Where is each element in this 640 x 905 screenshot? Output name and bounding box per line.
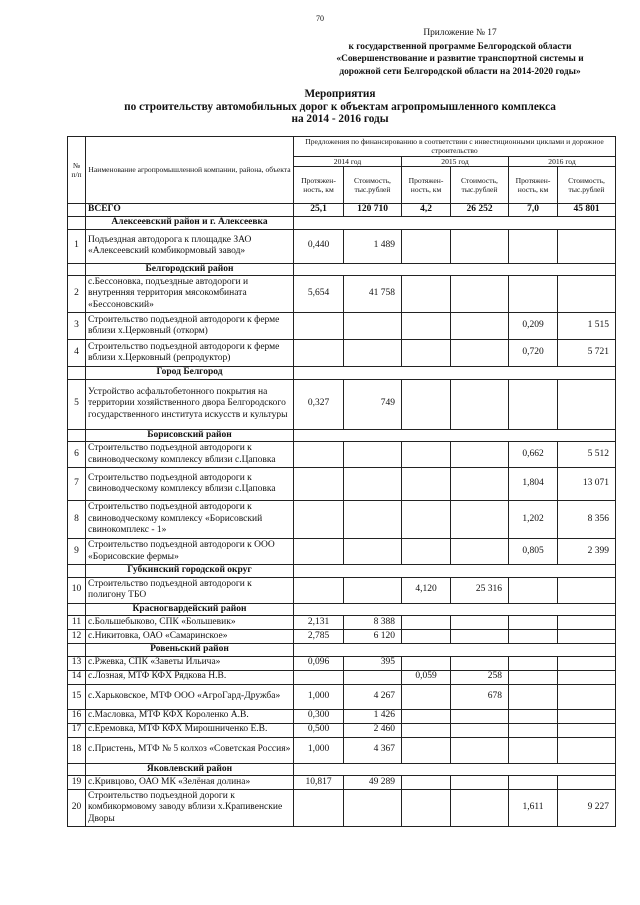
row-number: 11 (68, 616, 86, 630)
length-2016 (509, 737, 558, 763)
district-name: Борисовский район (86, 429, 294, 442)
header-cost-2014: Стоимость, тыс.рублей (344, 167, 402, 204)
appendix-line-2: к государственной программе Белгородской области (348, 41, 572, 52)
header-year-2016: 2016 год (509, 156, 616, 166)
cost-2016 (558, 229, 616, 263)
length-2014: 0,500 (294, 723, 344, 737)
cost-2015 (451, 468, 509, 501)
project-row (68, 670, 616, 684)
header-num: № п/п (68, 137, 86, 204)
project-name: с.Ржевка, СПК «Заветы Ильича» (86, 656, 294, 670)
header-length-2014: Протяжен-ность, км (294, 167, 344, 204)
district-row (68, 603, 616, 616)
title-line-3: на 2014 - 2016 годы (291, 113, 389, 126)
length-2016 (509, 577, 558, 603)
total-length-2014: 25,1 (294, 204, 344, 217)
length-2015 (402, 468, 451, 501)
row-number: 9 (68, 539, 86, 565)
cost-2015 (451, 229, 509, 263)
length-2014 (294, 539, 344, 565)
project-row (68, 313, 616, 340)
length-2014: 0,440 (294, 229, 344, 263)
project-row (68, 684, 616, 709)
district-empty-cell (68, 565, 86, 578)
length-2014 (294, 501, 344, 539)
cost-2014: 1 489 (344, 229, 402, 263)
district-name: Ровеньский район (86, 644, 294, 657)
length-2014: 1,000 (294, 684, 344, 709)
length-2016: 0,662 (509, 442, 558, 468)
district-empty-cell (68, 217, 86, 230)
header-financing-group: Предложения по финансированию в соответствии с инвестиционными циклами и дорожное строительство (294, 137, 616, 157)
length-2015 (402, 501, 451, 539)
district-empty-cell (68, 429, 86, 442)
header-year-2014: 2014 год (294, 156, 402, 166)
cost-2014 (344, 468, 402, 501)
length-2016 (509, 616, 558, 630)
row-number: 12 (68, 630, 86, 644)
cost-2015 (451, 442, 509, 468)
cost-2016 (558, 737, 616, 763)
cost-2015 (451, 630, 509, 644)
project-row (68, 630, 616, 644)
district-empty-cell (294, 603, 616, 616)
length-2016 (509, 709, 558, 723)
total-cost-2015: 26 252 (451, 204, 509, 217)
project-name: Строительство подъездной автодороги к ООО «Борисовские фермы» (86, 539, 294, 565)
district-empty-cell (294, 763, 616, 776)
district-row (68, 263, 616, 276)
cost-2016: 5 721 (558, 340, 616, 367)
length-2015 (402, 442, 451, 468)
header-year-2015: 2015 год (402, 156, 509, 166)
cost-2014 (344, 313, 402, 340)
cost-2015 (451, 276, 509, 313)
project-row (68, 379, 616, 429)
district-row (68, 763, 616, 776)
district-empty-cell (68, 763, 86, 776)
cost-2016 (558, 709, 616, 723)
length-2016 (509, 229, 558, 263)
length-2014 (294, 468, 344, 501)
project-name: Строительство подъездной дороги к комбикормовому заводу вблизи х.Крапивенские Дворы (86, 790, 294, 827)
cost-2016: 8 356 (558, 501, 616, 539)
cost-2016 (558, 684, 616, 709)
header-cost-2016: Стоимость, тыс.рублей (558, 167, 616, 204)
cost-2016 (558, 616, 616, 630)
cost-2015 (451, 709, 509, 723)
cost-2015 (451, 379, 509, 429)
cost-2014 (344, 577, 402, 603)
row-number: 1 (68, 229, 86, 263)
total-cost-2016: 45 801 (558, 204, 616, 217)
project-name: с.Бессоновка, подъездные автодороги и внутренняя территория мясокомбината «Бессоновский» (86, 276, 294, 313)
project-name: с.Харьковское, МТФ ООО «АгроГард-Дружба» (86, 684, 294, 709)
cost-2016: 1 515 (558, 313, 616, 340)
header-length-2015: Протяжен-ность, км (402, 167, 451, 204)
table-header (68, 137, 616, 204)
district-empty-cell (294, 644, 616, 657)
project-name: Строительство подъездной автодороги к полигону ТБО (86, 577, 294, 603)
cost-2016: 9 227 (558, 790, 616, 827)
project-name: с.Лозная, МТФ КФХ Рядкова Н.В. (86, 670, 294, 684)
project-name: Подъездная автодорога к площадке ЗАО «Алексеевский комбикормовый завод» (86, 229, 294, 263)
length-2015 (402, 723, 451, 737)
cost-2015: 258 (451, 670, 509, 684)
projects-table (67, 136, 616, 827)
project-name: Строительство подъездной автодороги к ферме вблизи х.Церковный (репродуктор) (86, 340, 294, 367)
length-2016: 1,611 (509, 790, 558, 827)
length-2015 (402, 539, 451, 565)
district-empty-cell (294, 217, 616, 230)
cost-2016: 13 071 (558, 468, 616, 501)
district-empty-cell (68, 644, 86, 657)
district-row (68, 367, 616, 380)
length-2016 (509, 776, 558, 790)
length-2015: 4,120 (402, 577, 451, 603)
total-length-2016: 7,0 (509, 204, 558, 217)
length-2014: 1,000 (294, 737, 344, 763)
project-name: с.Большебыково, СПК «Большевик» (86, 616, 294, 630)
row-number: 7 (68, 468, 86, 501)
length-2016 (509, 684, 558, 709)
project-name: с.Масловка, МТФ КФХ Короленко А.В. (86, 709, 294, 723)
length-2016 (509, 276, 558, 313)
cost-2016: 5 512 (558, 442, 616, 468)
appendix-line-4: дорожной сети Белгородской области на 2014-2020 годы» (339, 66, 581, 77)
project-name: Строительство подъездной автодороги к свиноводческому комплексу вблизи с.Цаповка (86, 468, 294, 501)
project-row (68, 790, 616, 827)
total-length-2015: 4,2 (402, 204, 451, 217)
cost-2014: 1 426 (344, 709, 402, 723)
cost-2015 (451, 616, 509, 630)
length-2016: 1,202 (509, 501, 558, 539)
header-length-2016: Протяжен-ность, км (509, 167, 558, 204)
cost-2014 (344, 340, 402, 367)
length-2014 (294, 577, 344, 603)
length-2015: 0,059 (402, 670, 451, 684)
length-2014 (294, 340, 344, 367)
cost-2014 (344, 442, 402, 468)
length-2016 (509, 379, 558, 429)
project-row (68, 577, 616, 603)
district-row (68, 429, 616, 442)
appendix-heading (300, 27, 620, 78)
cost-2015: 25 316 (451, 577, 509, 603)
cost-2016 (558, 776, 616, 790)
cost-2016 (558, 379, 616, 429)
district-empty-cell (68, 367, 86, 380)
cost-2014 (344, 670, 402, 684)
header-name: Наименование агропромышленной компании, района, объекта (86, 137, 294, 204)
project-name: Строительство подъездной автодороги к свиноводческому комплексу вблизи с.Цаповка (86, 442, 294, 468)
length-2014: 0,300 (294, 709, 344, 723)
row-number: 14 (68, 670, 86, 684)
cost-2014: 41 758 (344, 276, 402, 313)
cost-2014: 4 367 (344, 737, 402, 763)
cost-2014: 4 267 (344, 684, 402, 709)
district-name: Губкинский городской округ (86, 565, 294, 578)
project-row (68, 616, 616, 630)
row-number: 8 (68, 501, 86, 539)
district-row (68, 644, 616, 657)
project-row (68, 276, 616, 313)
row-number: 19 (68, 776, 86, 790)
header-cost-2015: Стоимость, тыс.рублей (451, 167, 509, 204)
length-2014 (294, 313, 344, 340)
project-name: Строительство подъездной автодороги к ферме вблизи х.Церковный (откорм) (86, 313, 294, 340)
cost-2015 (451, 539, 509, 565)
cost-2016 (558, 656, 616, 670)
length-2015 (402, 684, 451, 709)
length-2016 (509, 630, 558, 644)
length-2016: 0,805 (509, 539, 558, 565)
title-line-2: по строительству автомобильных дорог к объектам агропромышленного комплекса (124, 100, 556, 113)
project-row (68, 340, 616, 367)
row-number: 2 (68, 276, 86, 313)
length-2015 (402, 790, 451, 827)
length-2015 (402, 229, 451, 263)
cost-2014 (344, 790, 402, 827)
row-number: 4 (68, 340, 86, 367)
length-2014: 10,817 (294, 776, 344, 790)
project-name: Строительство подъездной автодороги к свиноводческому комплексу «Борисовский свинокомплекс - 1» (86, 501, 294, 539)
district-empty-cell (294, 263, 616, 276)
cost-2015 (451, 501, 509, 539)
length-2015 (402, 630, 451, 644)
project-name: с.Кривцово, ОАО МК «Зелёная долина» (86, 776, 294, 790)
length-2014: 0,327 (294, 379, 344, 429)
cost-2014: 749 (344, 379, 402, 429)
project-row (68, 737, 616, 763)
row-number: 13 (68, 656, 86, 670)
cost-2015 (451, 776, 509, 790)
length-2014 (294, 442, 344, 468)
cost-2014 (344, 539, 402, 565)
row-number: 20 (68, 790, 86, 827)
district-empty-cell (294, 429, 616, 442)
project-row (68, 229, 616, 263)
appendix-line-1: Приложение № 17 (423, 28, 497, 38)
cost-2015 (451, 790, 509, 827)
length-2014: 2,785 (294, 630, 344, 644)
project-row (68, 442, 616, 468)
length-2015 (402, 737, 451, 763)
cost-2014 (344, 501, 402, 539)
length-2015 (402, 616, 451, 630)
title-line-1: Мероприятия (304, 88, 376, 100)
cost-2016 (558, 276, 616, 313)
cost-2016 (558, 723, 616, 737)
cost-2016 (558, 670, 616, 684)
project-row (68, 723, 616, 737)
district-row (68, 217, 616, 230)
cost-2014: 49 289 (344, 776, 402, 790)
length-2014: 0,096 (294, 656, 344, 670)
row-number: 3 (68, 313, 86, 340)
cost-2016: 2 399 (558, 539, 616, 565)
length-2015 (402, 276, 451, 313)
row-number: 6 (68, 442, 86, 468)
length-2015 (402, 379, 451, 429)
district-empty-cell (68, 263, 86, 276)
length-2016 (509, 723, 558, 737)
cost-2016 (558, 577, 616, 603)
district-name: Белгородский район (86, 263, 294, 276)
length-2016 (509, 656, 558, 670)
project-row (68, 656, 616, 670)
document-title (90, 88, 590, 126)
district-name: Красногвардейский район (86, 603, 294, 616)
total-cost-2014: 120 710 (344, 204, 402, 217)
cost-2014: 8 388 (344, 616, 402, 630)
cost-2015 (451, 340, 509, 367)
district-name: Город Белгород (86, 367, 294, 380)
project-name: с.Никитовка, ОАО «Самаринское» (86, 630, 294, 644)
length-2015 (402, 776, 451, 790)
row-number: 5 (68, 379, 86, 429)
project-row (68, 501, 616, 539)
length-2014 (294, 790, 344, 827)
cost-2015 (451, 656, 509, 670)
length-2015 (402, 709, 451, 723)
length-2014: 5,654 (294, 276, 344, 313)
cost-2014: 2 460 (344, 723, 402, 737)
district-name: Яковлевский район (86, 763, 294, 776)
row-number: 10 (68, 577, 86, 603)
row-number: 15 (68, 684, 86, 709)
page-number: 70 (316, 14, 324, 23)
length-2014 (294, 670, 344, 684)
cost-2016 (558, 630, 616, 644)
length-2016 (509, 670, 558, 684)
table-body (68, 204, 616, 827)
project-row (68, 709, 616, 723)
length-2016: 0,720 (509, 340, 558, 367)
project-name: с.Еремовка, МТФ КФХ Мирошниченко Е.В. (86, 723, 294, 737)
row-number: 17 (68, 723, 86, 737)
appendix-line-3: «Совершенствование и развитие транспортной системы и (336, 54, 584, 64)
cost-2015: 678 (451, 684, 509, 709)
district-empty-cell (294, 565, 616, 578)
district-name: Алексеевский район и г. Алексеевка (86, 217, 294, 230)
cost-2014: 395 (344, 656, 402, 670)
project-row (68, 468, 616, 501)
row-number: 18 (68, 737, 86, 763)
length-2015 (402, 313, 451, 340)
project-name: Устройство асфальтобетонного покрытия на территории хозяйственного двора Белгородского государственного института искусств и культуры (86, 379, 294, 429)
cost-2015 (451, 737, 509, 763)
length-2014: 2,131 (294, 616, 344, 630)
total-num (68, 204, 86, 217)
project-name: с.Пристень, МТФ № 5 колхоз «Советская Россия» (86, 737, 294, 763)
row-number: 16 (68, 709, 86, 723)
cost-2015 (451, 313, 509, 340)
length-2015 (402, 656, 451, 670)
cost-2015 (451, 723, 509, 737)
cost-2014: 6 120 (344, 630, 402, 644)
length-2016: 1,804 (509, 468, 558, 501)
total-label: ВСЕГО (86, 204, 294, 217)
project-row (68, 539, 616, 565)
district-empty-cell (294, 367, 616, 380)
length-2016: 0,209 (509, 313, 558, 340)
district-row (68, 565, 616, 578)
district-empty-cell (68, 603, 86, 616)
project-row (68, 776, 616, 790)
total-row (68, 204, 616, 217)
length-2015 (402, 340, 451, 367)
